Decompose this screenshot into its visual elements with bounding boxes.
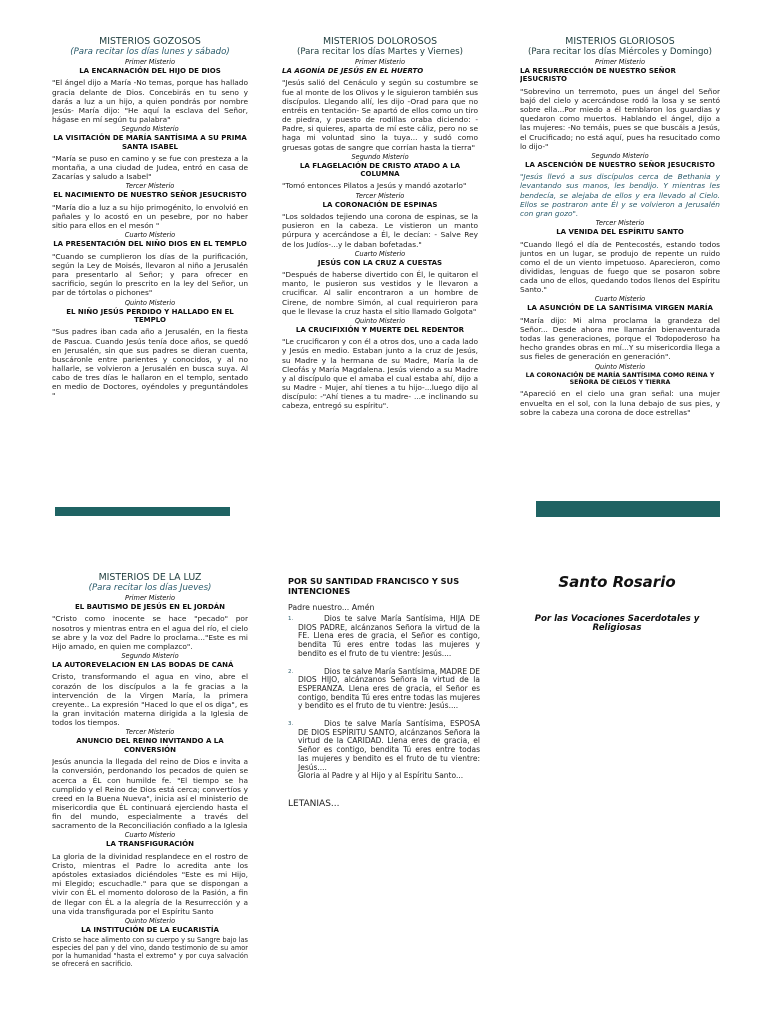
mystery-ordinal: Quinto Misterio (594, 362, 646, 371)
mystery-text: Jesús anuncia la llegada del reino de Dios e invita a la conversión, perdonando los pecados de quien se acerca a ÉL con humilde fe. "El tiempo se ha cumplido y el Reino de Dios está cerca; convertíos y creed en la Buena Nueva", inicia así el ministerio de misericordia que ÉL continuará ejerciendo hasta el fin del mundo, especialmente a través del sacramento de la Reconciliación confiado a la Iglesia (52, 757, 248, 831)
gozosos-subtitle: (Para recitar los días lunes y sábado) (70, 47, 230, 57)
mystery-name: JESÚS CON LA CRUZ A CUESTAS (317, 258, 443, 267)
mystery-text: Cristo, transformando el agua en vino, abre el corazón de los discípulos a la fe gracias a la intervención de la Virgen María, la primera creyente.. La expresión "Haced lo que el os diga", es la gran invitación materna dirigida a la Iglesia de todos los tiempos. (52, 672, 248, 728)
mystery-text: "El ángel dijo a María -No temas, porque has hallado gracia delante de Dios. Concebirás en tu seno y darás a luz a un hijo, a quien pondrás por nombre Jesús- María dijo: "He aquí la esclava del Señor, hágase en mí según tu palabra" (52, 78, 248, 125)
prayer-list (288, 615, 480, 781)
mystery-ordinal: Segundo Misterio (591, 151, 649, 160)
mystery-text: "Cuando llegó el día de Pentecostés, estando todos juntos en un lugar, se produjo de repente un ruido como el de un viento impetuoso. Aparecieron, como divididas, lenguas de fuego que se posaron sobre cada uno de ellos, quedando todos llenos del Espíritu Santo." (520, 239, 720, 295)
mystery-ordinal: Quinto Misterio (354, 316, 406, 325)
mystery-name: LA CORONACIÓN DE MARÍA SANTÍSIMA COMO REINA Y SEÑORA DE CIELOS Y TIERRA (525, 371, 715, 387)
mystery-name: LA CORONACIÓN DE ESPINAS (322, 200, 438, 209)
prayer-number: 3. (288, 721, 294, 728)
accent-bar (55, 507, 230, 516)
mystery-ordinal: Tercer Misterio (125, 182, 175, 191)
mystery-text: "Los soldados tejiendo una corona de espinas, se la pusieron en la cabeza. Le vistieron un manto púrpura y acercándose a Él, le decían: - Salve Rey de los Judíos-...y le daban bofetadas." (282, 212, 478, 249)
mystery-name: ANUNCIO DEL REINO INVITANDO A LA CONVERSIÓN (76, 737, 224, 754)
cover-subtitle: Por las Vocaciones Sacerdotales y Religiosas (534, 614, 700, 634)
mystery-ordinal: Primer Misterio (125, 58, 175, 66)
dolorosos-column (282, 36, 478, 506)
mystery-name: LA ASUNCIÓN DE LA SANTÍSIMA VIRGEN MARÍA (527, 304, 713, 313)
mystery-text: La gloria de la divinidad resplandece en el rostro de Cristo, mientras el Padre lo acredita ante los apóstoles extasiados diciéndoles "Este es mi Hijo, mi Elegido; escuchadle." para que se dispongan a vivir con ÉL el momento doloroso de la Pasión, a fin de llegar con ÉL a la alegría de la Resurrección y a una vida transfigurada por el Espíritu Santo (52, 851, 248, 916)
mystery-ordinal: Primer Misterio (355, 58, 405, 66)
mystery-text: "Jesús llevó a sus discípulos cerca de Bethania y levantando sus manos, les bendijo. Y mientras les bendecía, se alejaba de ellos y era llevado al Cielo. Ellos se postraron ante Él y se volvieron a Jerusalén con gran gozo". (520, 172, 720, 218)
luz-subtitle: (Para recitar los días Jueves) (88, 583, 212, 593)
mystery-text: "Sobrevino un terremoto, pues un ángel del Señor bajó del cielo y acercándose rodó la losa y se sentó sobre ella...Por miedo a él temblaron los guardias y quedaron como muertos. Hablando el ángel, dijo a las mujeres: -No temáis, pues se que buscáis a Jesús, el Crucificado; no está aquí, pues ha resucitado como lo dijo-" (520, 86, 720, 151)
mystery-name: LA FLAGELACIÓN DE CRISTO ATADO A LA COLUMNA (299, 161, 461, 179)
mystery-ordinal: Quinto Misterio (124, 916, 176, 925)
mystery-text: "María dio a luz a su hijo primogénito, lo envolvió en pañales y lo acostó en un pesebre, por no haber sitio para ellos en el mesón " (52, 202, 248, 231)
mystery-ordinal: Segundo Misterio (351, 152, 409, 161)
mystery-ordinal: Primer Misterio (125, 594, 175, 602)
mystery-name: LA VISITACIÓN DE MARÍA SANTÍSIMA A SU PRIMA SANTA ISABEL (53, 134, 247, 151)
gloria-line: Gloria al Padre y al Hijo y al Espíritu Santo... (298, 771, 464, 781)
prayer-text: Dios te salve María Santísima, HIJA DE DIOS PADRE, alcánzanos Señora la virtud de la FE. Llena eres de gracia, el Señor es contigo, bendita Tú eres entre todas las mujeres y bendito es el fruto de tu vientre: Jesús.... (298, 614, 480, 658)
mystery-text: "Después de haberse divertido con Él, le quitaron el manto, le pusieron sus vestidos y le llevaron a crucificar. Al salir encontraron a un hombre de Cirene, de nombre Simón, al cual requirieron para que le llevase la cruz hasta el sitio llamado Golgota" (282, 270, 478, 316)
prayer-number: 2. (288, 668, 294, 675)
mystery-text: "Sus padres iban cada año a Jerusalén, en la fiesta de Pascua. Cuando Jesús tenía doce años, se quedó en Jerusalén, sin que sus padres se dieran cuenta, buscáronle entre parientes y conocidos, y al no hallarle, se volvieron a Jerusalén en busca suya. Al cabo de tres días le hallaron en el templo, sentado en medio de Doctores, oyéndoles y preguntándoles " (52, 327, 248, 401)
mystery-ordinal: Segundo Misterio (121, 652, 179, 661)
mystery-text: "Jesús salió del Cenáculo y según su costumbre se fue al monte de los Olivos y le siguieron también sus discípulos. Llegando allí, les dijo -Orad para que no entréis en tentación- Se apartó de ellos como un tiro de piedra, y puesto de rodillas oraba diciendo: - Padre, si quieres, aparta de mí este cáliz, pero no se haga mi voluntad sino la tuya... y sudó como gruesas gotas de sangre que corrían hasta la tierra" (282, 78, 478, 152)
luz-title: MISTERIOS DE LA LUZ (98, 572, 202, 583)
gozosos-title: MISTERIOS GOZOSOS (99, 36, 201, 47)
mystery-ordinal: Primer Misterio (595, 58, 645, 66)
padre-nuestro-line: Padre nuestro... Amén (288, 603, 375, 612)
gloriosos-column (520, 36, 720, 506)
mystery-text: "Cuando se cumplieron los días de la purificación, según la Ley de Moisés, llevaron al niño a Jerusalén para presentarlo al Señor; y para ofrecer en sacrificio, según lo prescrito en la ley del Señor, un par de tórtolas o pichones" (52, 251, 248, 298)
mystery-text: "Cristo como inocente se hace "pecado" por nosotros y mientras entra en el agua del río, el cielo se abre y la voz del Padre lo proclama..."Este es mi Hijo amado, en quien me complazco". (52, 614, 248, 651)
gloriosos-subtitle: (Para recitar los días Miércoles y Domingo) (527, 47, 713, 57)
mystery-ordinal: Cuarto Misterio (354, 249, 406, 258)
mystery-name: LA ENCARNACIÓN DEL HIJO DE DIOS (79, 67, 221, 75)
mystery-name: LA CRUCIFIXIÓN Y MUERTE DEL REDENTOR (295, 325, 465, 334)
mystery-name: LA PRESENTACIÓN DEL NIÑO DIOS EN EL TEMPLO (53, 240, 247, 249)
mystery-text: "María se puso en camino y se fue con presteza a la montaña, a una ciudad de Judea, entró en casa de Zacarías y saludo a Isabel" (52, 154, 248, 182)
mystery-text: "Tomó entonces Pilatos a Jesús y mandó azotarlo" (282, 181, 467, 191)
mystery-name: LA ASCENCIÓN DE NUESTRO SEÑOR JESUCRISTO (525, 160, 715, 169)
mystery-name: LA TRANSFIGURACIÓN (106, 840, 194, 849)
luz-column (52, 572, 248, 1024)
mystery-name: EL BAUTISMO DE JESÚS EN EL JORDÁN (74, 603, 226, 611)
prayer-item (288, 615, 480, 659)
mystery-ordinal: Tercer Misterio (595, 219, 645, 228)
intenciones-column (288, 576, 480, 1024)
dolorosos-subtitle: (Para recitar los días Martes y Viernes) (297, 47, 463, 57)
mystery-name: EL NIÑO JESÚS PERDIDO Y HALLADO EN EL TEMPLO (66, 307, 234, 324)
prayer-text: Dios te salve María Santísima, MADRE DE DIOS HIJO, alcánzanos Señora la virtud de la ESPERANZA. Llena eres de gracia, el Señor es contigo, bendita Tú eres entre todas las mujeres y bendito es el fruto de tu vientre: Jesús.... (298, 666, 480, 711)
mystery-text: "María dijo: Mi alma proclama la grandeza del Señor... Desde ahora me llamarán bienaventurada todas las generaciones, porque el Todopoderoso ha hecho grandes obras en mí...Y su misericordia llega a sus fieles de generación en generación". (520, 315, 720, 362)
mystery-name: EL NACIMIENTO DE NUESTRO SEÑOR JESUCRISTO (53, 191, 247, 200)
mystery-name: LA RESURRECCIÓN DE NUESTRO SEÑOR JESUCRISTO (520, 67, 676, 84)
mystery-name: LA INSTITUCIÓN DE LA EUCARISTÍA (81, 925, 219, 934)
prayer-text: Dios te salve María Santísima, ESPOSA DE DIOS ESPÍRITU SANTO, alcánzanos Señora la virtud de la CARIDAD. Llena eres de gracia, el Señor es contigo, bendita Tú eres entre todas las mujeres y bendito es el fruto de tu vientre: Jesús.... (298, 719, 480, 772)
mystery-name: LA AUTOREVELACION EN LAS BODAS DE CANÁ (52, 661, 234, 670)
cover-title: Santo Rosario (558, 573, 676, 591)
mystery-ordinal: Cuarto Misterio (124, 831, 176, 840)
letanias-label: LETANIAS... (288, 798, 340, 809)
mystery-ordinal: Tercer Misterio (355, 191, 405, 200)
mystery-ordinal: Segundo Misterio (121, 125, 179, 134)
mystery-name: LA AGONÍA DE JESÚS EN EL HUERTO (282, 67, 424, 75)
intenciones-heading: POR SU SANTIDAD FRANCISCO Y SUS INTENCIONES (288, 576, 460, 596)
mystery-ordinal: Cuarto Misterio (594, 295, 646, 304)
dolorosos-title: MISTERIOS DOLOROSOS (322, 36, 438, 47)
cover-panel (512, 572, 722, 772)
mystery-text: "Le crucificaron y con él a otros dos, uno a cada lado y Jesús en medio. Estaban junto a la cruz de Jesús, su Madre y la hermana de su Madre, María la de Cleofás y María Magdalena. Jesús viendo a su Madre y al discípulo que el amaba el cual estaba ahí, dijo a su Madre - Mujer, ahí tienes a tu hijo-...luego dijo al discípulo: -"Ahí tienes a tu madre- ...e inclinando su cabeza, entregó su espíritu". (282, 337, 478, 411)
mystery-ordinal: Cuarto Misterio (124, 231, 176, 240)
prayer-item (288, 720, 480, 781)
mystery-ordinal: Quinto Misterio (124, 298, 176, 307)
accent-bar (536, 501, 720, 517)
mystery-text: "Apareció en el cielo una gran señal: una mujer envuelta en el sol, con la luna debajo de sus pies, y sobre la cabeza una corona de doce estrellas" (520, 389, 720, 417)
prayer-number: 1. (288, 616, 294, 622)
gozosos-column (52, 36, 248, 506)
mystery-name: LA VENIDA DEL ESPÍRITU SANTO (556, 228, 684, 237)
prayer-item (288, 668, 480, 712)
gloriosos-title: MISTERIOS GLORIOSOS (565, 36, 675, 47)
mystery-text: Cristo se hace alimento con su cuerpo y su Sangre bajo las especies del pan y del vino, dando testimonio de su amor por la humanidad "hasta el extremo" y por cuya salvación se ofrecerá en sacrificio. (52, 936, 248, 969)
mystery-ordinal: Tercer Misterio (125, 728, 175, 737)
